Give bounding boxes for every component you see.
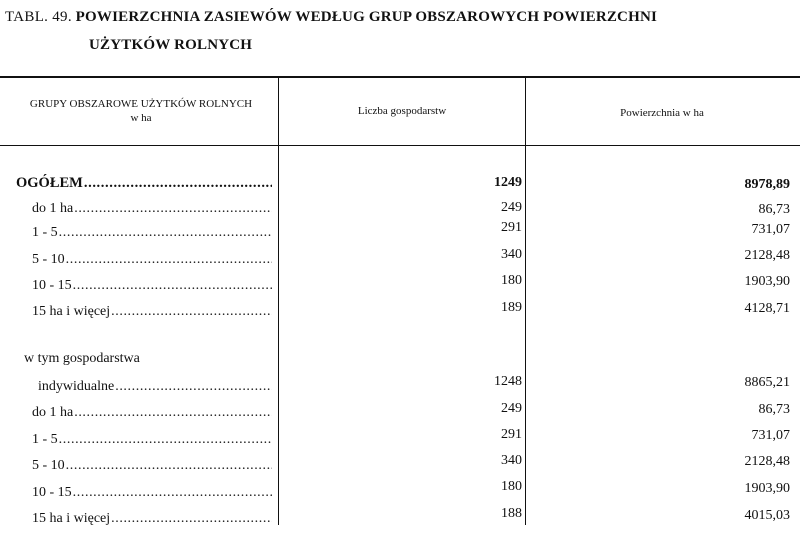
cell-count: 188 (501, 506, 522, 521)
cell-area: 1903,90 (744, 481, 790, 496)
cell-area: 4128,71 (744, 301, 790, 316)
header-groups-line1: GRUPY OBSZAROWE UŻYTKÓW ROLNYCH (29, 98, 253, 110)
table-number: TABL. 49. (5, 9, 72, 25)
cell-count: 291 (501, 220, 522, 235)
table-title-line2: UŻYTKÓW ROLNYCH (89, 37, 253, 53)
header-area: Powierzchnia w ha (620, 107, 704, 119)
row-label: 1 - 5 ..... (32, 431, 272, 449)
cell-area: 731,07 (751, 428, 790, 443)
cell-count: 1248 (494, 374, 522, 389)
row-label: do 1 ha ..... (32, 200, 272, 218)
cell-area: 731,07 (751, 222, 790, 237)
row-label-total: OGÓŁEM ..... (16, 174, 272, 192)
table-top-rule (0, 76, 800, 78)
cell-area: 1903,90 (744, 274, 790, 289)
cell-count-total: 1249 (494, 175, 522, 190)
row-label: 5 - 10 ..... (32, 251, 272, 269)
cell-area: 86,73 (758, 402, 790, 417)
header-farm-count: Liczba gospodarstw (357, 105, 447, 117)
header-groups-line2: w ha (130, 112, 152, 124)
cell-area: 2128,48 (744, 248, 790, 263)
cell-area: 86,73 (758, 202, 790, 217)
cell-area: 8865,21 (744, 375, 790, 390)
row-label: 10 - 15 ..... (32, 277, 272, 295)
cell-area-total: 8978,89 (744, 177, 790, 192)
cell-area: 4015,03 (744, 508, 790, 523)
row-label: 15 ha i więcej ..... (32, 303, 272, 321)
table-title (5, 9, 657, 26)
row-label: 15 ha i więcej ..... (32, 510, 272, 528)
cell-count: 340 (501, 453, 522, 468)
header-bottom-rule (0, 145, 800, 146)
row-label: 5 - 10 ..... (32, 457, 272, 475)
column-divider-1 (278, 77, 279, 525)
row-label: do 1 ha ..... (32, 404, 272, 422)
cell-count: 180 (501, 273, 522, 288)
cell-count: 249 (501, 401, 522, 416)
cell-area: 2128,48 (744, 454, 790, 469)
row-label: 1 - 5 ..... (32, 224, 272, 242)
header-groups (10, 97, 272, 125)
row-label: 10 - 15 ..... (32, 484, 272, 502)
row-label: indywidualne ..... (38, 378, 272, 396)
cell-count: 180 (501, 479, 522, 494)
column-divider-2 (525, 77, 526, 525)
cell-count: 249 (501, 200, 522, 215)
cell-count: 291 (501, 427, 522, 442)
section-label: w tym gospodarstwa (24, 351, 140, 366)
cell-count: 189 (501, 300, 522, 315)
cell-count: 340 (501, 247, 522, 262)
table-title-line1: POWIERZCHNIA ZASIEWÓW WEDŁUG GRUP OBSZAROWYCH POWIERZCHNI (75, 9, 658, 25)
